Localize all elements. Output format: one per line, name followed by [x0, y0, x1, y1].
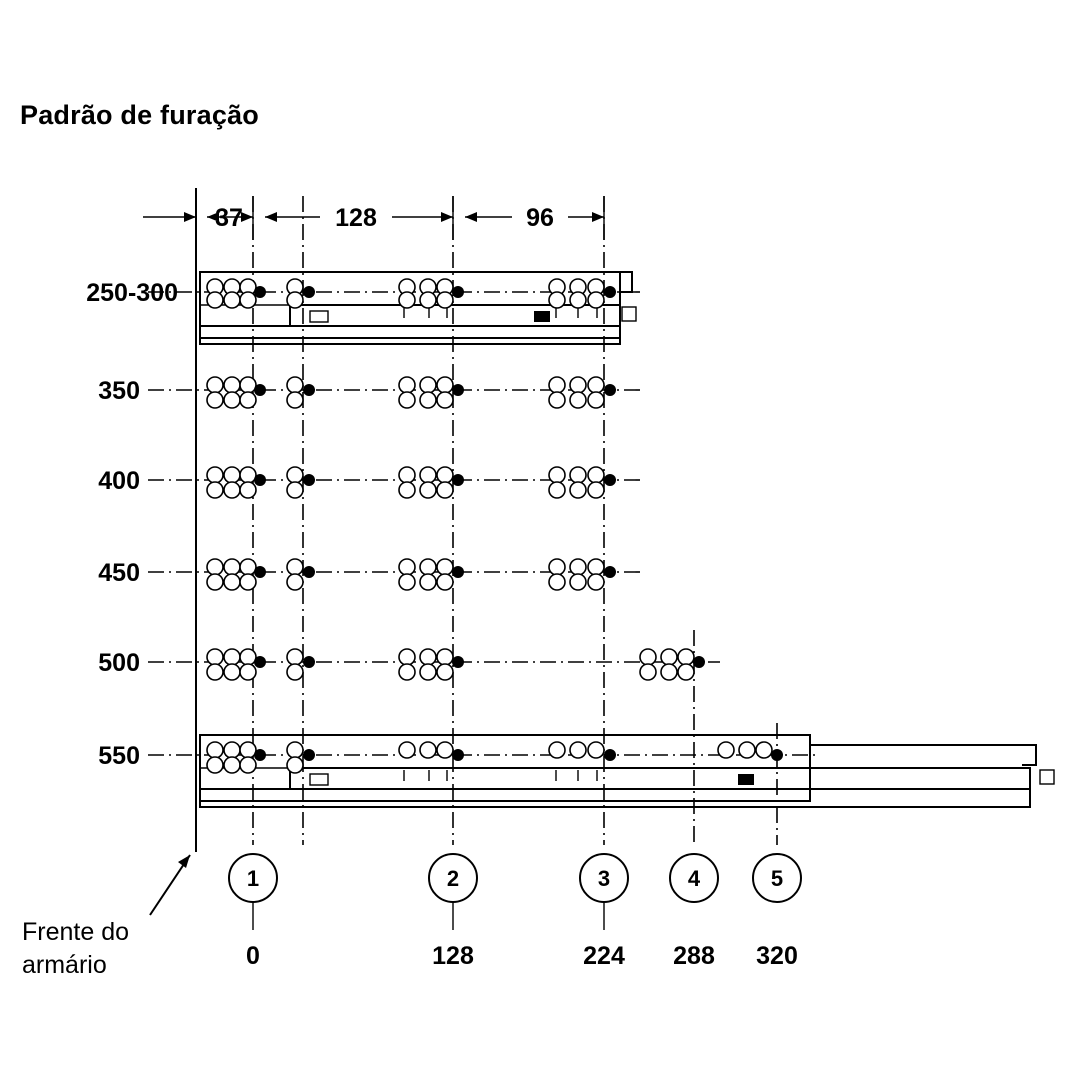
row-label-400: 400	[98, 467, 140, 495]
hole-group-row6-col3	[549, 742, 616, 761]
hole-group-row5-col4	[640, 649, 705, 680]
row-label-500: 500	[98, 649, 140, 677]
column-callout-1	[229, 854, 277, 970]
column-callout-3	[580, 854, 628, 970]
row-label-550: 550	[98, 742, 140, 770]
column-callout-5	[753, 854, 801, 970]
slide-assembly-bottom	[200, 735, 1054, 807]
hole-group-row3-col1	[207, 467, 266, 498]
hole-group-row3-col2	[399, 467, 464, 498]
hole-group-row3-col3	[549, 467, 616, 498]
hole-group-row4-col1b	[287, 559, 315, 590]
dim-label-37: 37	[215, 204, 243, 232]
front-leader-arrow	[178, 855, 190, 868]
row-label-250-300: 250-300	[86, 279, 178, 307]
column-callout-4	[670, 854, 718, 970]
front-label-line2: armário	[22, 951, 107, 979]
column-callout-2	[429, 854, 477, 970]
hole-group-row6-col2	[399, 742, 464, 761]
column-callout-number-3: 3	[597, 866, 611, 891]
hole-group-row3-col1b	[287, 467, 315, 498]
dim-arrow-128-right	[441, 212, 453, 222]
hole-group-row2-col1	[207, 377, 266, 408]
hole-group-row1-col1	[207, 279, 266, 308]
dim-arrow-128-left	[265, 212, 277, 222]
column-value-5: 320	[756, 942, 798, 970]
hole-group-row1-col3	[549, 279, 616, 308]
dim-label-96: 96	[526, 204, 554, 232]
column-value-4: 288	[673, 942, 715, 970]
column-callout-number-4: 4	[687, 866, 701, 891]
front-label-line1: Frente do	[22, 918, 130, 946]
hole-group-row6-col5	[718, 742, 783, 761]
hole-group-row4-col1	[207, 559, 266, 590]
dim-label-128: 128	[335, 204, 377, 232]
column-callout-number-2: 2	[446, 866, 460, 891]
dim-arrow-96-left	[465, 212, 477, 222]
column-value-1: 0	[246, 942, 260, 970]
column-value-2: 128	[432, 942, 474, 970]
dim-arrow-leader	[184, 212, 196, 222]
column-callout-number-1: 1	[246, 866, 260, 891]
column-value-3: 224	[583, 942, 625, 970]
hole-group-row2-col2	[399, 377, 464, 408]
hole-group-row4-col2	[399, 559, 464, 590]
row-label-450: 450	[98, 559, 140, 587]
hole-group-row1-col1b	[287, 279, 315, 308]
hole-group-row5-col1	[207, 649, 266, 680]
page-title: Padrão de furação	[20, 100, 259, 130]
hole-group-row5-col1b	[287, 649, 315, 680]
hole-group-row2-col1b	[287, 377, 315, 408]
hole-group-row4-col3	[549, 559, 616, 590]
hole-group-row2-col3	[549, 377, 616, 408]
hole-group-row5-col2	[399, 649, 464, 680]
hole-group-row1-col2	[399, 279, 464, 308]
row-label-350: 350	[98, 377, 140, 405]
dim-arrow-96-right	[592, 212, 604, 222]
column-callout-number-5: 5	[770, 866, 784, 891]
